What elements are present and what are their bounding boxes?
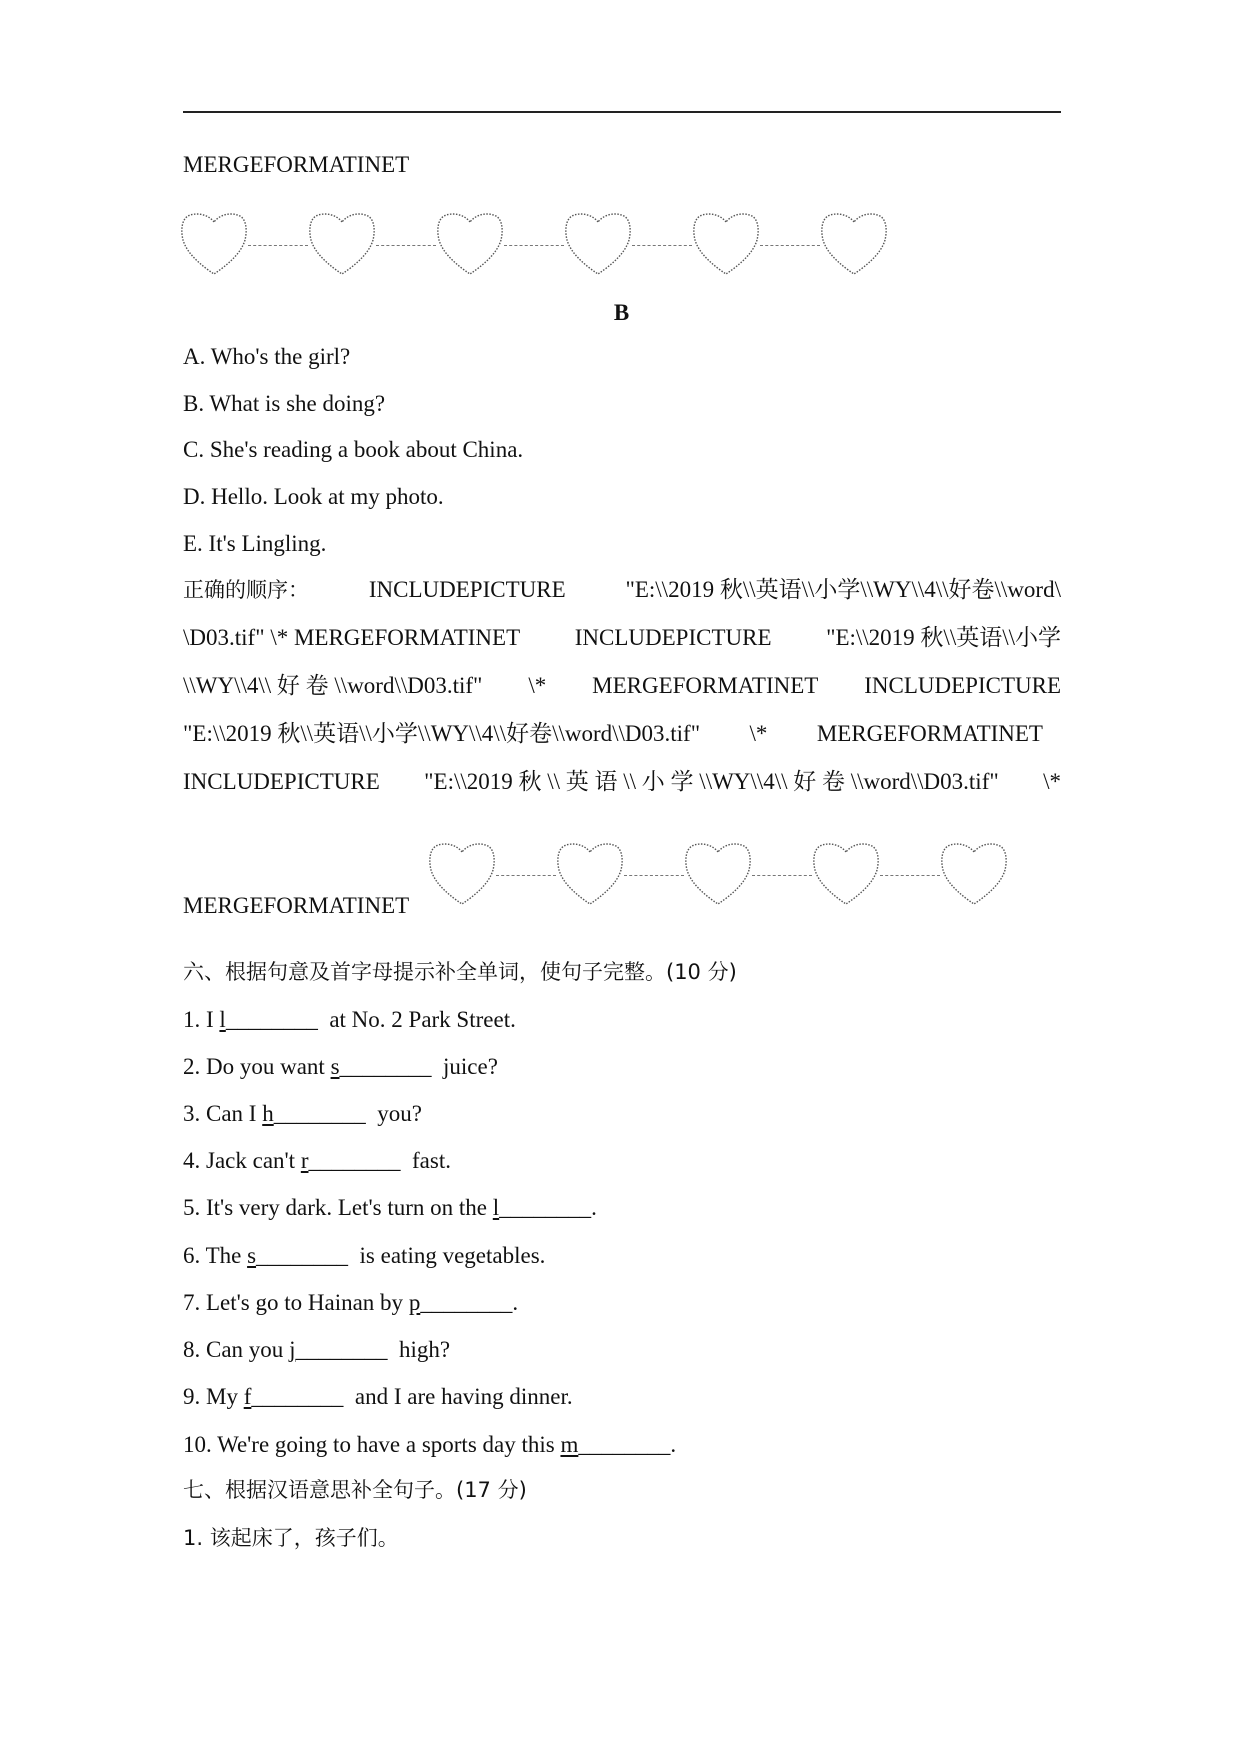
section-label xyxy=(0,299,1241,327)
item-text-after: you? xyxy=(365,1101,422,1126)
fill-in-item xyxy=(183,1336,450,1364)
answer-blank[interactable]: ________ xyxy=(225,1007,318,1032)
heart-row-bottom xyxy=(428,840,1008,906)
item-text-before: 2. Do you want xyxy=(183,1054,331,1079)
item-text-before: 4. Jack can't xyxy=(183,1148,301,1173)
answer-blank[interactable]: ________ xyxy=(339,1054,432,1079)
field-code-segment: "E:\\2019 秋\\英语\\小学\\WY\\4\\好卷\\word\\D03.tif" xyxy=(183,721,701,746)
answer-blank[interactable]: ________ xyxy=(295,1337,388,1362)
first-letter-hint: l xyxy=(219,1007,226,1032)
order-line-5 xyxy=(183,768,1061,796)
item-text-after: juice? xyxy=(431,1054,498,1079)
fill-in-item xyxy=(183,1289,518,1317)
answer-blank[interactable]: ________ xyxy=(420,1290,513,1315)
order-line-2 xyxy=(183,624,1061,652)
order-line-4 xyxy=(183,720,1043,748)
item-text-after: . xyxy=(670,1432,677,1457)
answer-blank[interactable]: ________ xyxy=(578,1432,671,1457)
field-code-segment: INCLUDEPICTURE xyxy=(368,577,566,602)
dashed-connector xyxy=(760,245,820,246)
dialogue-option: D. Hello. Look at my photo. xyxy=(183,484,444,509)
order-line-1 xyxy=(183,576,1061,604)
dashed-connector xyxy=(376,245,436,246)
dotted-heart-icon xyxy=(692,210,760,276)
dialogue-option: C. She's reading a book about China. xyxy=(183,437,524,462)
item-text-after: . xyxy=(591,1195,597,1220)
item-text-before: 7. Let's go to Hainan by xyxy=(183,1290,409,1315)
section-6-title: 六、根据句意及首字母提示补全单词，使句子完整。(10 分) xyxy=(183,960,737,984)
item-text-before: 8. Can you xyxy=(183,1337,290,1362)
fill-in-item xyxy=(183,1242,545,1270)
fill-in-item xyxy=(183,1194,597,1222)
item-text-after: and I are having dinner. xyxy=(343,1384,573,1409)
first-letter-hint: l xyxy=(492,1195,500,1220)
field-code-segment: \\WY\\4\\ 好 卷 \\word\\D03.tif" xyxy=(183,673,483,698)
order-line-3 xyxy=(183,672,1061,700)
item-text-before: 6. The xyxy=(183,1243,248,1268)
item-text-after: is eating vegetables. xyxy=(348,1243,546,1268)
dotted-heart-icon xyxy=(556,840,624,906)
dashed-connector xyxy=(880,875,940,876)
dashed-connector xyxy=(752,875,812,876)
item-text-before: 1. I xyxy=(183,1007,220,1032)
answer-blank[interactable]: ________ xyxy=(251,1384,344,1409)
dashed-connector xyxy=(632,245,692,246)
answer-blank[interactable]: ________ xyxy=(273,1101,366,1126)
dialogue-option: B. What is she doing? xyxy=(183,391,386,416)
dotted-heart-icon xyxy=(308,210,376,276)
item-text-before: 3. Can I xyxy=(183,1101,263,1126)
fill-in-item xyxy=(183,1383,573,1411)
item-text-after: at No. 2 Park Street. xyxy=(317,1007,516,1032)
fill-in-item xyxy=(183,1100,422,1128)
dotted-heart-icon xyxy=(436,210,504,276)
fill-in-item xyxy=(183,1053,498,1081)
item-text-before: 5. It's very dark. Let's turn on the xyxy=(183,1195,493,1220)
section-7-title: 七、根据汉语意思补全句子。(17 分) xyxy=(183,1478,527,1502)
field-code-segment: INCLUDEPICTURE xyxy=(864,673,1061,698)
field-code-segment: MERGEFORMATINET xyxy=(816,721,1043,746)
dotted-heart-icon xyxy=(812,840,880,906)
dialogue-option: E. It's Lingling. xyxy=(183,531,327,556)
field-code-text: MERGEFORMATINET xyxy=(183,152,410,177)
item-text-before: 9. My xyxy=(183,1384,244,1409)
item-text-after: . xyxy=(512,1290,519,1315)
first-letter-hint: p xyxy=(408,1290,421,1315)
item-text-after: high? xyxy=(387,1337,451,1362)
dashed-connector xyxy=(496,875,556,876)
first-letter-hint: m xyxy=(560,1432,579,1457)
field-code-text: MERGEFORMATINET xyxy=(183,893,410,918)
first-letter-hint: s xyxy=(247,1243,257,1268)
first-letter-hint: s xyxy=(330,1054,340,1079)
dashed-connector xyxy=(248,245,308,246)
field-code-segment: MERGEFORMATINET xyxy=(592,673,819,698)
field-code-segment: "E:\\2019 秋\\英语\\小学\\WY\\4\\好卷\\word\ xyxy=(625,577,1061,602)
field-code-segment: \* xyxy=(749,721,768,746)
dotted-heart-icon xyxy=(940,840,1008,906)
section-label-text: B xyxy=(613,300,630,325)
first-letter-hint: r xyxy=(300,1148,309,1173)
dashed-connector xyxy=(504,245,564,246)
dotted-heart-icon xyxy=(684,840,752,906)
item-text-after: fast. xyxy=(400,1148,451,1173)
field-code-segment: INCLUDEPICTURE xyxy=(574,625,772,650)
header-rule xyxy=(183,111,1061,113)
answer-blank[interactable]: ________ xyxy=(256,1243,349,1268)
heart-row-top xyxy=(180,210,888,276)
dotted-heart-icon xyxy=(180,210,248,276)
dashed-connector xyxy=(624,875,684,876)
first-letter-hint: j xyxy=(289,1337,296,1362)
field-code-segment: \* xyxy=(528,673,547,698)
field-code-segment: \D03.tif" \* MERGEFORMATINET xyxy=(183,625,521,650)
dotted-heart-icon xyxy=(428,840,496,906)
first-letter-hint: f xyxy=(243,1384,252,1409)
dotted-heart-icon xyxy=(564,210,632,276)
field-code-segment: \* xyxy=(1043,769,1061,794)
answer-blank[interactable]: ________ xyxy=(308,1148,401,1173)
answer-blank[interactable]: ________ xyxy=(499,1195,592,1220)
dotted-heart-icon xyxy=(820,210,888,276)
item-text-before: 10. We're going to have a sports day this xyxy=(183,1432,561,1457)
section-7-item: 1. 该起床了，孩子们。 xyxy=(183,1526,399,1550)
field-code-segment: INCLUDEPICTURE xyxy=(183,769,380,794)
order-prompt: 正确的顺序： xyxy=(183,578,309,602)
fill-in-item xyxy=(183,1006,516,1034)
field-code-segment: "E:\\2019 秋\\英语\\小学 xyxy=(826,625,1061,650)
fill-in-item xyxy=(183,1147,451,1175)
field-code-segment: "E:\\2019 秋 \\ 英 语 \\ 小 学 \\WY\\4\\ 好 卷 \\word\\D03.tif" xyxy=(424,769,999,794)
dialogue-option: A. Who's the girl? xyxy=(183,344,351,369)
fill-in-item xyxy=(183,1431,676,1459)
first-letter-hint: h xyxy=(262,1101,274,1126)
